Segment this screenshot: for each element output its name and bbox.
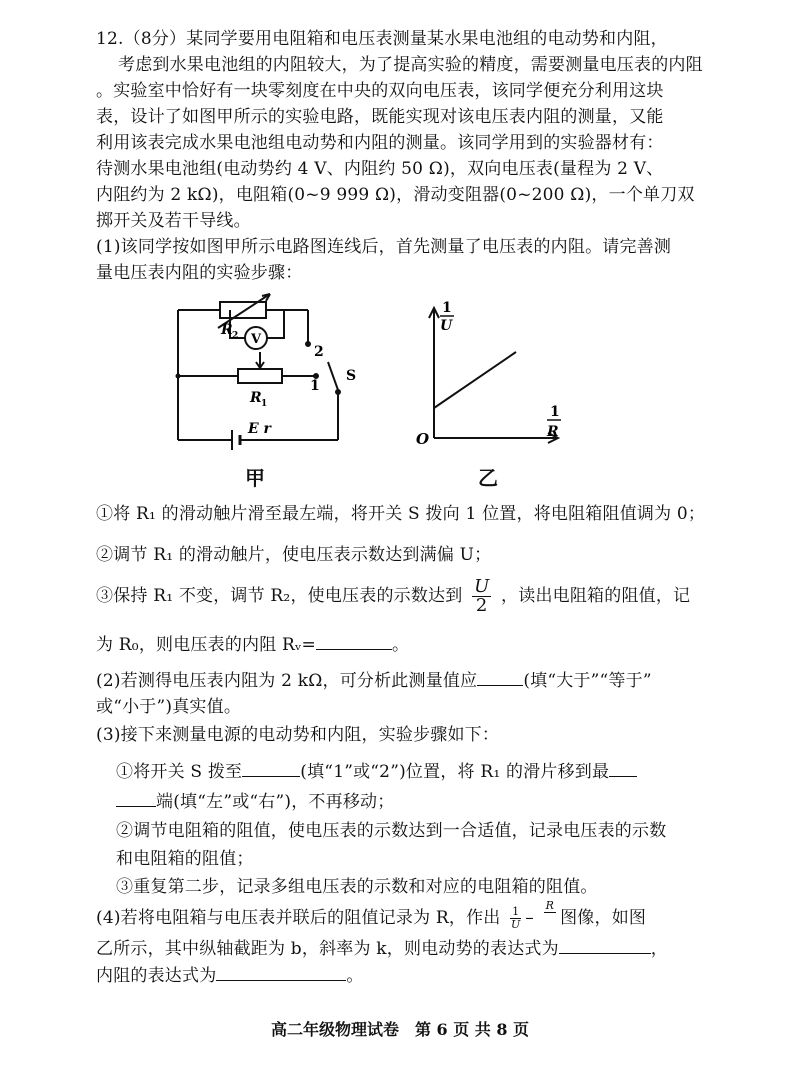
- part2-text: (2)若测得电压表内阻为 2 kΩ，可分析此测量值应: [96, 671, 478, 691]
- fraction-1-over-u: [510, 906, 521, 931]
- switch-position-1: 1: [310, 378, 320, 394]
- switch-position-2: 2: [314, 344, 324, 360]
- part4-line3: [96, 964, 364, 987]
- question-line: 利用该表完成水果电池组电动势和内阻的测量。该同学用到的实验器材有：: [96, 133, 664, 153]
- fraction-denominator-empty: [544, 913, 556, 925]
- answer-blank-direction-a[interactable]: [609, 760, 637, 777]
- part4-line3-end: 。: [346, 966, 364, 986]
- fraction-denominator: U: [510, 918, 521, 931]
- part3-step1: [116, 760, 637, 783]
- fraction-u-over-2: [472, 578, 491, 615]
- fraction-dash: –: [525, 908, 534, 928]
- fraction-r-over-blank: [544, 900, 556, 925]
- part2-line1: [96, 669, 652, 692]
- step-3: [96, 576, 690, 616]
- step-3-end: 。: [392, 635, 410, 655]
- question-line: 待测水果电池组(电动势约 4 V、内阻约 50 Ω)，双向电压表(量程为 2 V、: [96, 159, 664, 179]
- fraction-numerator: R: [545, 899, 555, 912]
- question-line: 12.（8分）某同学要用电阻箱和电压表测量某水果电池组的电动势和内阻，: [96, 29, 668, 49]
- part4-line2: [96, 937, 668, 960]
- part3-step3: ③重复第二步，记录多组电压表的示数和对应的电阻箱的阻值。: [116, 877, 598, 897]
- circuit-diagram: [160, 290, 360, 460]
- part3-step1-text: ①将开关 S 拨至: [116, 762, 243, 782]
- r1-subscript: 1: [261, 399, 268, 409]
- part3-step2: ②调节电阻箱的阻值，使电压表的示数达到一合适值，记录电压表的示数: [116, 821, 667, 841]
- part4-emf-label: 乙所示，其中纵轴截距为 b，斜率为 k，则电动势的表达式为: [96, 939, 559, 959]
- part4-text: (4)若将电阻箱与电压表并联后的阻值记录为 R，作出: [96, 908, 501, 928]
- switch-label: S: [346, 368, 357, 384]
- question-line: 考虑到水果电池组的内阻较大，为了提高实验的精度，需要测量电压表的内阻: [118, 55, 703, 75]
- rheostat-r1: [238, 369, 282, 383]
- answer-blank-part2[interactable]: [477, 669, 523, 686]
- part4-text-cont: 图像，如图: [560, 908, 647, 928]
- answer-blank-internal-resistance[interactable]: [216, 964, 346, 981]
- answer-blank-switch-position[interactable]: [242, 760, 300, 777]
- step-1: ①将 R₁ 的滑动触片滑至最左端，将开关 S 拨向 1 位置，将电阻箱阻值调为 0；: [96, 504, 706, 524]
- part3-step1-line2: [116, 790, 394, 813]
- step-3-text: ③保持 R₁ 不变，调节 R₂，使电压表的示数达到: [96, 586, 463, 606]
- part3-step1-end: 端(填“左”或“右”)，不再移动；: [156, 792, 395, 812]
- part3-step1-cont: (填“1”或“2”)位置，将 R₁ 的滑片移到最: [300, 762, 610, 782]
- part1-line: 量电压表内阻的实验步骤：: [96, 263, 303, 283]
- question-line: 内阻约为 2 kΩ)，电阻箱(0~9 999 Ω)，滑动变阻器(0~200 Ω)，一个单刀双: [96, 185, 695, 205]
- resistance-box-r2: [220, 302, 266, 318]
- part2-options: (填“大于”“等于”: [523, 671, 652, 691]
- y-axis-denominator: U: [440, 318, 453, 334]
- x-axis-numerator: 1: [550, 404, 560, 420]
- step-3-text-cont: ，读出电阻箱的阻值，记: [501, 586, 691, 606]
- r2-subscript: 2: [232, 331, 239, 341]
- voltmeter-symbol: V: [251, 332, 262, 347]
- x-axis-denominator: R: [547, 424, 559, 440]
- page-footer: 高二年级物理试卷 第 6 页 共 8 页: [270, 1020, 530, 1039]
- step-3-line2: [96, 633, 409, 656]
- answer-blank-rv[interactable]: [316, 633, 392, 650]
- figure-caption-jia: 甲: [245, 466, 265, 490]
- figure-caption-yi: 乙: [478, 466, 498, 490]
- part3-title: (3)接下来测量电源的电动势和内阻，实验步骤如下：: [96, 725, 500, 745]
- data-line: [434, 352, 516, 408]
- question-line: 掷开关及若干导线。: [96, 211, 251, 231]
- fraction-denominator: 2: [475, 595, 488, 616]
- graph-1u-vs-1r: [410, 296, 570, 456]
- question-line: 表，设计了如图甲所示的实验电路，既能实现对该电压表内阻的测量，又能: [96, 107, 664, 127]
- fraction-numerator: 1: [512, 905, 520, 918]
- part4-line1: [96, 898, 646, 938]
- part3-step2-line2: 和电阻箱的阻值；: [116, 849, 254, 869]
- part4-line2-end: ，: [650, 939, 668, 959]
- answer-blank-direction-b[interactable]: [116, 790, 156, 807]
- question-line: 。实验室中恰好有一块零刻度在中央的双向电压表，该同学便充分利用这块: [96, 81, 664, 101]
- step-3-rv-label: 为 R₀，则电压表的内阻 Rᵥ=: [96, 635, 316, 655]
- part1-line: (1)该同学按如图甲所示电路图连线后，首先测量了电压表的内阻。请完善测: [96, 237, 672, 257]
- battery-label: E r: [248, 421, 271, 437]
- part4-resistance-label: 内阻的表达式为: [96, 966, 217, 986]
- y-axis-numerator: 1: [442, 300, 452, 316]
- r1-label: R: [250, 390, 262, 406]
- step-2: ②调节 R₁ 的滑动触片，使电压表示数达到满偏 U；: [96, 545, 492, 565]
- answer-blank-emf[interactable]: [559, 937, 651, 954]
- r2-label: R: [221, 322, 233, 338]
- part2-line2: 或“小于”)真实值。: [96, 697, 242, 717]
- fraction-numerator: U: [474, 576, 490, 597]
- origin-label: O: [416, 430, 430, 448]
